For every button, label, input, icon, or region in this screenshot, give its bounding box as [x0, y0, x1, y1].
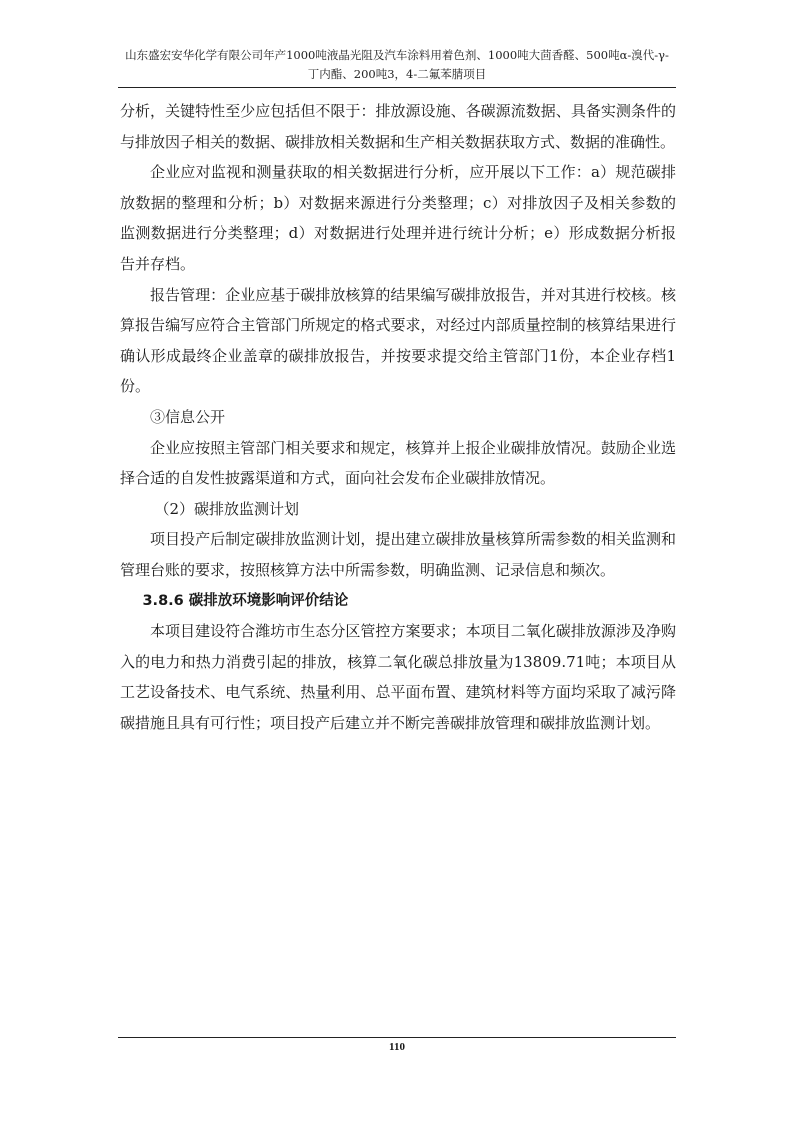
subheading-information-disclosure: ③信息公开 [150, 407, 226, 426]
header-title-line-2: 丁内酯、200吨3，4-二氟苯腈项目 [307, 67, 487, 81]
subheading-monitoring-plan: （2）碳排放监测计划 [154, 499, 300, 518]
paragraph-report-management: 报告管理：企业应基于碳排放核算的结果编写碳排放报告，并对其进行校核。核算报告编写应符合主管部门所规定的格式要求，对经过内部质量控制的核算结果进行确认形成最终企业盖章的碳排放报告，并按要求提交给主管部门1份，本企业存档1份。 [120, 285, 676, 396]
paragraph-conclusion: 本项目建设符合潍坊市生态分区管控方案要求；本项目二氧化碳排放源涉及净购入的电力和热力消费引起的排放，核算二氧化碳总排放量为13809.71吨；本项目从工艺设备技术、电气系统、热量利用、总平面布置、建筑材料等方面均采取了减污降碳措施且具有可行性；项目投产后建立并不断完善碳排放管理和碳排放监测计划。 [120, 622, 676, 732]
document-body [120, 96, 676, 738]
paragraph-monitoring-plan: 项目投产后制定碳排放监测计划，提出建立碳排放量核算所需参数的相关监测和管理台账的要求，按照核算方法中所需参数，明确监测、记录信息和频次。 [120, 530, 676, 579]
footer-divider [118, 1037, 676, 1038]
section-heading-conclusion: 3.8.6 碳排放环境影响评价结论 [142, 592, 349, 609]
header-divider [118, 87, 676, 88]
paragraph-analysis-characteristics: 分析，关键特性至少应包括但不限于：排放源设施、各碳源流数据、具备实测条件的与排放因子相关的数据、碳排放相关数据和生产相关数据获取方式、数据的准确性。 [120, 102, 676, 151]
page-header [118, 46, 676, 84]
header-title-line-1: 山东盛宏安华化学有限公司年产1000吨液晶光阻及汽车涂料用着色剂、1000吨大茴香醛、500吨α-溴代-γ- [125, 48, 669, 62]
paragraph-information-disclosure: 企业应按照主管部门相关要求和规定，核算并上报企业碳排放情况。鼓励企业选择合适的自发性披露渠道和方式，面向社会发布企业碳排放情况。 [120, 438, 676, 488]
page-number: 110 [389, 1041, 405, 1053]
paragraph-data-analysis-tasks: 企业应对监视和测量获取的相关数据进行分析，应开展以下工作：a）规范碳排放数据的整理和分析；b）对数据来源进行分类整理；c）对排放因子及相关参数的监测数据进行分类整理；d）对数据进行处理并进行统计分析；e）形成数据分析报告并存档。 [120, 163, 676, 273]
